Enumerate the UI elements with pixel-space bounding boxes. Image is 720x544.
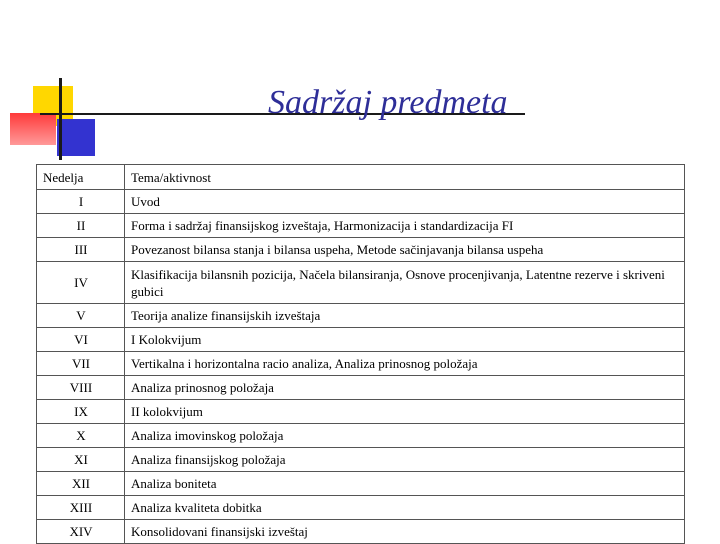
table-row bbox=[37, 352, 685, 376]
topic-cell: Forma i sadržaj finansijskog izveštaja, Harmonizacija i standardizacija FI bbox=[125, 214, 685, 238]
table-row bbox=[37, 238, 685, 262]
topic-cell: Klasifikacija bilansnih pozicija, Načela bilansiranja, Osnove procenjivanja, Latentne rezerve i skriveni gubici bbox=[125, 262, 685, 304]
topic-cell: Analiza kvaliteta dobitka bbox=[125, 496, 685, 520]
week-cell: XI bbox=[37, 448, 125, 472]
week-cell: IV bbox=[37, 262, 125, 304]
decor-blue-square bbox=[57, 119, 95, 156]
table-row bbox=[37, 424, 685, 448]
decor-vertical-line bbox=[59, 78, 62, 160]
week-cell: IX bbox=[37, 400, 125, 424]
table-row bbox=[37, 262, 685, 304]
topic-cell: Analiza finansijskog položaja bbox=[125, 448, 685, 472]
topic-cell: I Kolokvijum bbox=[125, 328, 685, 352]
week-cell: I bbox=[37, 190, 125, 214]
topic-cell: Povezanost bilansa stanja i bilansa uspeha, Metode sačinjavanja bilansa uspeha bbox=[125, 238, 685, 262]
decor-red-square bbox=[10, 113, 56, 145]
week-cell: XIII bbox=[37, 496, 125, 520]
table-row bbox=[37, 376, 685, 400]
header-week: Nedelja bbox=[37, 165, 125, 190]
topic-cell: Konsolidovani finansijski izveštaj bbox=[125, 520, 685, 544]
week-cell: X bbox=[37, 424, 125, 448]
topic-cell: Vertikalna i horizontalna racio analiza, Analiza prinosnog položaja bbox=[125, 352, 685, 376]
table-row bbox=[37, 304, 685, 328]
week-cell: III bbox=[37, 238, 125, 262]
table-header-row bbox=[37, 165, 685, 190]
header-topic: Tema/aktivnost bbox=[125, 165, 685, 190]
table-row bbox=[37, 190, 685, 214]
topic-cell: Analiza boniteta bbox=[125, 472, 685, 496]
week-cell: VIII bbox=[37, 376, 125, 400]
topic-cell: Analiza prinosnog položaja bbox=[125, 376, 685, 400]
week-cell: XIV bbox=[37, 520, 125, 544]
table-row bbox=[37, 328, 685, 352]
topic-cell: Analiza imovinskog položaja bbox=[125, 424, 685, 448]
week-cell: V bbox=[37, 304, 125, 328]
table-row bbox=[37, 496, 685, 520]
week-cell: VI bbox=[37, 328, 125, 352]
topic-cell: II kolokvijum bbox=[125, 400, 685, 424]
week-cell: VII bbox=[37, 352, 125, 376]
week-cell: XII bbox=[37, 472, 125, 496]
table-row bbox=[37, 400, 685, 424]
week-cell: II bbox=[37, 214, 125, 238]
table-row bbox=[37, 214, 685, 238]
course-content-table bbox=[36, 164, 685, 544]
topic-cell: Uvod bbox=[125, 190, 685, 214]
table-row bbox=[37, 472, 685, 496]
slide-title: Sadržaj predmeta bbox=[268, 84, 508, 121]
topic-cell: Teorija analize finansijskih izveštaja bbox=[125, 304, 685, 328]
table-row bbox=[37, 448, 685, 472]
